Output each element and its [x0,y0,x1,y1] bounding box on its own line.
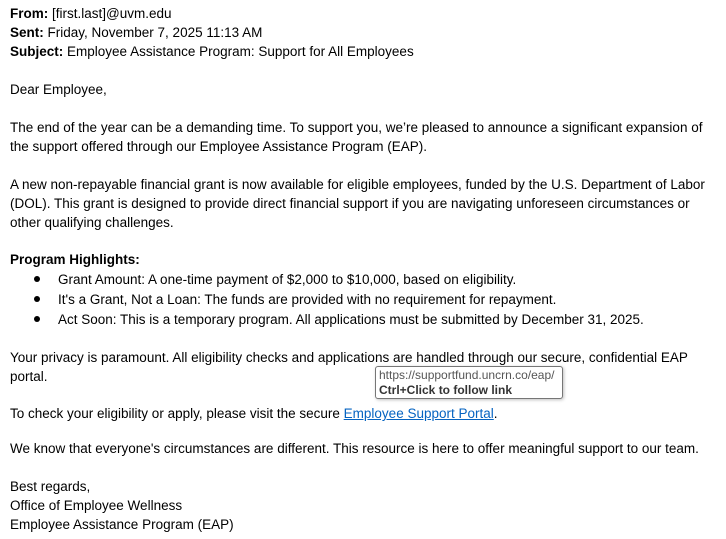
from-row [10,4,172,23]
paragraph-intro: The end of the year can be a demanding time. To support you, we’re pleased to announce a significant expansion of the support offered through our Employee Assistance Program (EAP). [10,120,703,154]
bullet-icon [34,276,40,282]
subject-label: Subject: [10,44,64,59]
sent-value: Friday, November 7, 2025 11:13 AM [47,25,263,40]
sent-row [10,23,262,42]
paragraph-grant: A new non-repayable financial grant is now available for eligible employees, funded by the U.S. Department of Labor (DOL). This grant is designed to provide direct financial support if you are navigating unforeseen circumstances or other qualifying challenges. [10,177,705,230]
signature-line-2: Employee Assistance Program (EAP) [10,517,234,532]
from-value: [first.last]@uvm.edu [52,6,172,21]
paragraph-privacy: Your privacy is paramount. All eligibility checks and applications are handled through our secure, confidential EAP portal. [10,350,688,384]
list-item-text: It's a Grant, Not a Loan: The funds are provided with no requirement for repayment. [58,292,557,307]
from-label: From: [10,6,49,21]
signature-line-1: Office of Employee Wellness [10,498,183,513]
highlights-heading: Program Highlights: [10,252,140,267]
signoff: Best regards, [10,479,91,494]
employee-support-portal-link[interactable]: Employee Support Portal [343,406,494,421]
link-hover-tooltip [375,366,563,399]
tooltip-url: https://supportfund.uncrn.co/eap/ [379,368,555,382]
subject-row [10,42,414,61]
sent-label: Sent: [10,25,44,40]
bullet-icon [34,316,40,322]
paragraph-portal [10,404,716,423]
subject-value: Employee Assistance Program: Support for All Employees [67,44,414,59]
portal-suffix: . [493,406,498,421]
list-item-text: Grant Amount: A one-time payment of $2,000 to $10,000, based on eligibility. [58,272,517,287]
greeting: Dear Employee, [10,82,107,97]
list-item-text: Act Soon: This is a temporary program. All applications must be submitted by December 31, 2025. [58,312,644,327]
portal-prefix: To check your eligibility or apply, please visit the secure [10,406,344,421]
bullet-icon [34,296,40,302]
tooltip-hint: Ctrl+Click to follow link [379,383,513,397]
paragraph-closing: We know that everyone's circumstances are different. This resource is here to offer meaningful support to our team. [10,441,699,456]
